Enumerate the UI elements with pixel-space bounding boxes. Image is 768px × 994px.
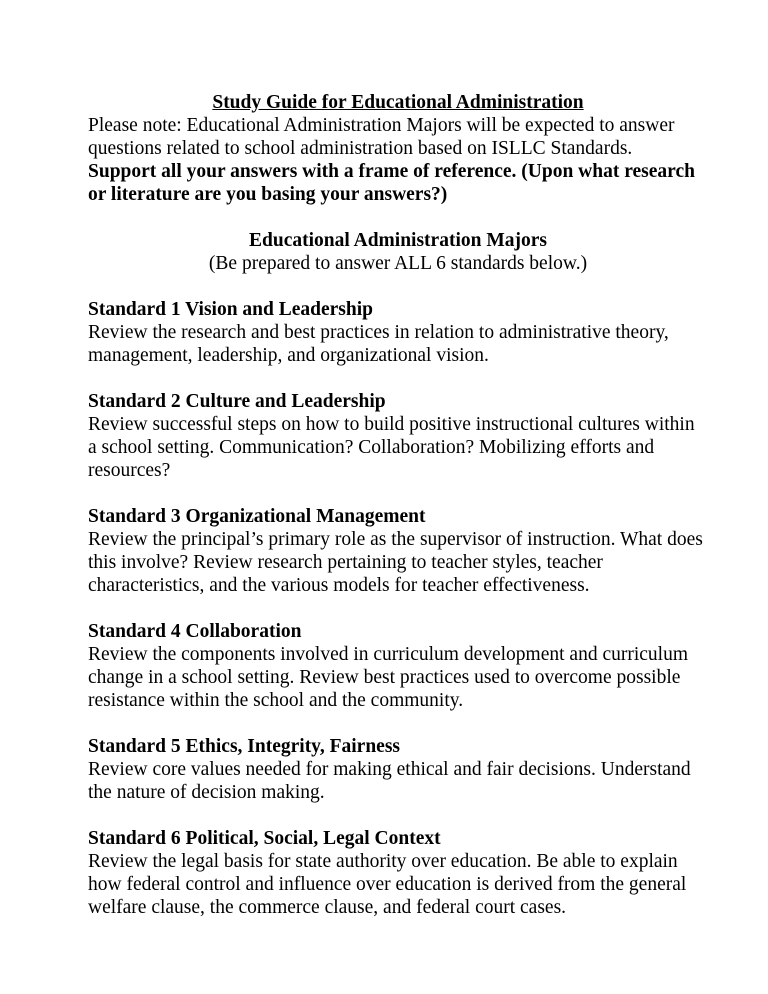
document-title: Study Guide for Educational Administration (212, 92, 584, 113)
intro-note: Please note: Educational Administration Majors will be expected to answer questions related to school administration based on ISLLC Standards. (88, 115, 675, 159)
standard-text: Review the research and best practices in relation to administrative theory, management, leadership, and organizational vision. (88, 322, 669, 366)
standard-text: Review the legal basis for state authority over education. Be able to explain how federal control and influence over education is derived from the general welfare clause, the commerce clause, and federal court cases. (88, 851, 687, 918)
standard-text: Review the principal’s primary role as the supervisor of instruction. What does this involve? Review research pertaining to teacher styles, teacher characteristics, and the various models for teacher effectiveness. (88, 529, 703, 596)
standard-text: Review core values needed for making ethical and fair decisions. Understand the nature of decision making. (88, 759, 691, 803)
standard-text: Review successful steps on how to build positive instructional cultures within a school setting. Communication? Collaboration? Mobilizing efforts and resources? (88, 414, 695, 481)
standard-heading: Standard 1 Vision and Leadership (88, 299, 374, 320)
standard-heading: Standard 4 Collaboration (88, 621, 302, 642)
standard-heading: Standard 3 Organizational Management (88, 506, 426, 527)
standard-heading: Standard 6 Political, Social, Legal Context (88, 828, 441, 849)
standard-1 (88, 298, 708, 367)
standard-2 (88, 390, 708, 482)
standard-5 (88, 735, 708, 804)
standard-4 (88, 620, 708, 712)
standard-heading: Standard 2 Culture and Leadership (88, 391, 386, 412)
standard-6 (88, 827, 708, 919)
standard-heading: Standard 5 Ethics, Integrity, Fairness (88, 736, 401, 757)
standard-3 (88, 505, 708, 597)
support-instruction: Support all your answers with a frame of reference. (Upon what research or literature are you basing your answers?) (88, 161, 695, 205)
document-page (88, 91, 708, 919)
majors-instruction: (Be prepared to answer ALL 6 standards below.) (208, 253, 588, 274)
majors-section (88, 229, 708, 275)
majors-heading: Educational Administration Majors (249, 230, 547, 251)
standard-text: Review the components involved in curriculum development and curriculum change in a school setting. Review best practices used to overcome possible resistance within the school and the community. (88, 644, 689, 711)
